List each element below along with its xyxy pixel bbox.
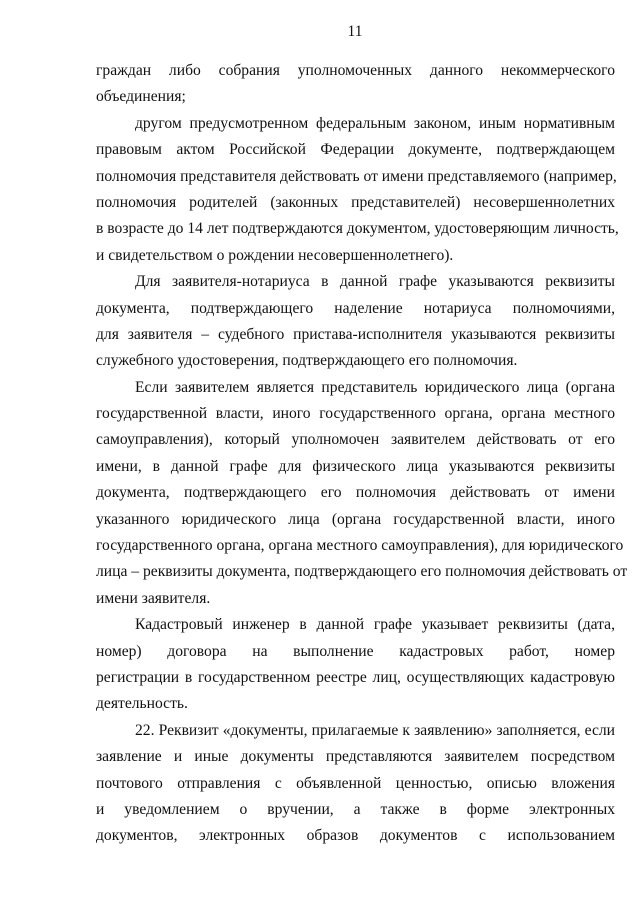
text-line: государственного органа, органа местного самоуправления), для юридического (96, 537, 624, 555)
text-line: другом предусмотренном федеральным законом, иным нормативным (135, 114, 615, 132)
text-line: полномочия представителя действовать от имени представляемого (например, (96, 167, 617, 185)
text-line: 22. Реквизит «документы, прилагаемые к заявлению» заполняется, если (135, 721, 615, 739)
document-body (96, 60, 628, 852)
text-line: и уведомлением о вручении, а также в форме электронных (96, 800, 615, 818)
text-line: для заявителя – судебного пристава-исполнителя указываются реквизиты (96, 325, 615, 343)
text-line: полномочия родителей (законных представителей) несовершеннолетних (96, 193, 615, 211)
text-line: имени заявителя. (96, 589, 211, 607)
text-line: самоуправления), который уполномочен заявителем действовать от его (96, 431, 615, 449)
text-line: документа, подтверждающего его полномочия действовать от имени (96, 484, 615, 502)
text-line: документов, электронных образов документов с использованием (96, 827, 615, 845)
text-line: почтового отправления с объявленной ценностью, описью вложения (96, 774, 615, 792)
text-line: указанного юридического лица (органа государственной власти, иного (96, 510, 615, 528)
text-line: заявление и иные документы представляются заявителем посредством (96, 748, 615, 766)
text-line: граждан либо собрания уполномоченных данного некоммерческого (96, 62, 615, 79)
text-line: Если заявителем является представитель юридического лица (органа (135, 378, 615, 396)
text-line: имени, в данной графе для физического лица указываются реквизиты (96, 457, 615, 475)
text-line: Кадастровый инженер в данной графе указывает реквизиты (дата, (135, 616, 615, 634)
text-line: Для заявителя-нотариуса в данной графе указываются реквизиты (135, 273, 615, 291)
text-line: лица – реквизиты документа, подтверждающего его полномочия действовать от (96, 563, 628, 581)
text-line: деятельность. (96, 695, 188, 713)
text-line: в возрасте до 14 лет подтверждаются документом, удостоверяющим личность, (96, 220, 619, 238)
text-line: объединения; (96, 88, 186, 106)
text-line: номер) договора на выполнение кадастровых работ, номер (96, 642, 615, 660)
page-number: 11 (347, 23, 363, 40)
text-line: документа, подтверждающего наделение нотариуса полномочиями, (96, 299, 615, 317)
text-line: регистрации в государственном реестре лиц, осуществляющих кадастровую (96, 668, 615, 686)
text-line: и свидетельством о рождении несовершеннолетнего). (96, 246, 454, 264)
text-line: государственной власти, иного государственного органа, органа местного (96, 405, 615, 423)
text-line: служебного удостоверения, подтверждающего его полномочия. (96, 352, 518, 370)
text-line: правовым актом Российской Федерации документе, подтверждающем (96, 141, 615, 159)
